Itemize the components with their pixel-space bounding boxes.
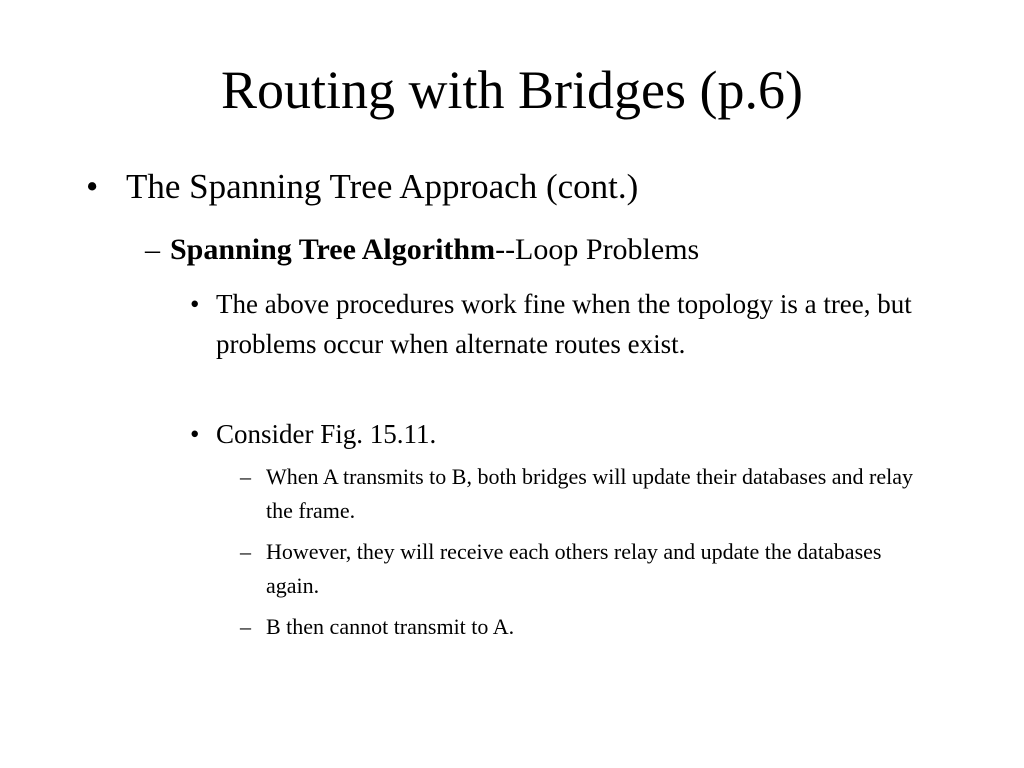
subpoint-level4 [240,535,930,603]
subpoint-level2 [145,228,945,272]
subpoint-level2-text [145,228,945,272]
dash-marker: – [240,464,251,489]
bullet-level3 [190,414,935,454]
subpoint-level4 [240,460,930,528]
dash-marker: – [240,614,251,639]
bullet-level1 [86,163,946,211]
subpoint-plain-text: --Loop Problems [495,233,700,266]
subpoint-level4-text: However, they will receive each others relay and update the databases again. [266,539,882,598]
bullet-level3-text: The above procedures work fine when the topology is a tree, but problems occur when alternate routes exist. [216,289,912,359]
subpoint-level4-text: B then cannot transmit to A. [266,614,515,639]
subpoint-level4 [240,610,930,644]
bullet-marker: • [190,419,200,449]
dash-marker: – [240,539,251,564]
bullet-level3 [190,284,935,364]
bullet-marker: • [86,167,99,206]
dash-marker: – [145,233,160,266]
subpoint-bold-text: Spanning Tree Algorithm [170,233,496,266]
bullet-marker: • [190,289,200,319]
slide-title: Routing with Bridges (p.6) [221,60,803,120]
subpoint-level4-text: When A transmits to B, both bridges will update their databases and relay the frame. [266,464,914,523]
bullet-level3-text: Consider Fig. 15.11. [216,419,437,449]
bullet-level1-text: The Spanning Tree Approach (cont.) [126,167,639,206]
